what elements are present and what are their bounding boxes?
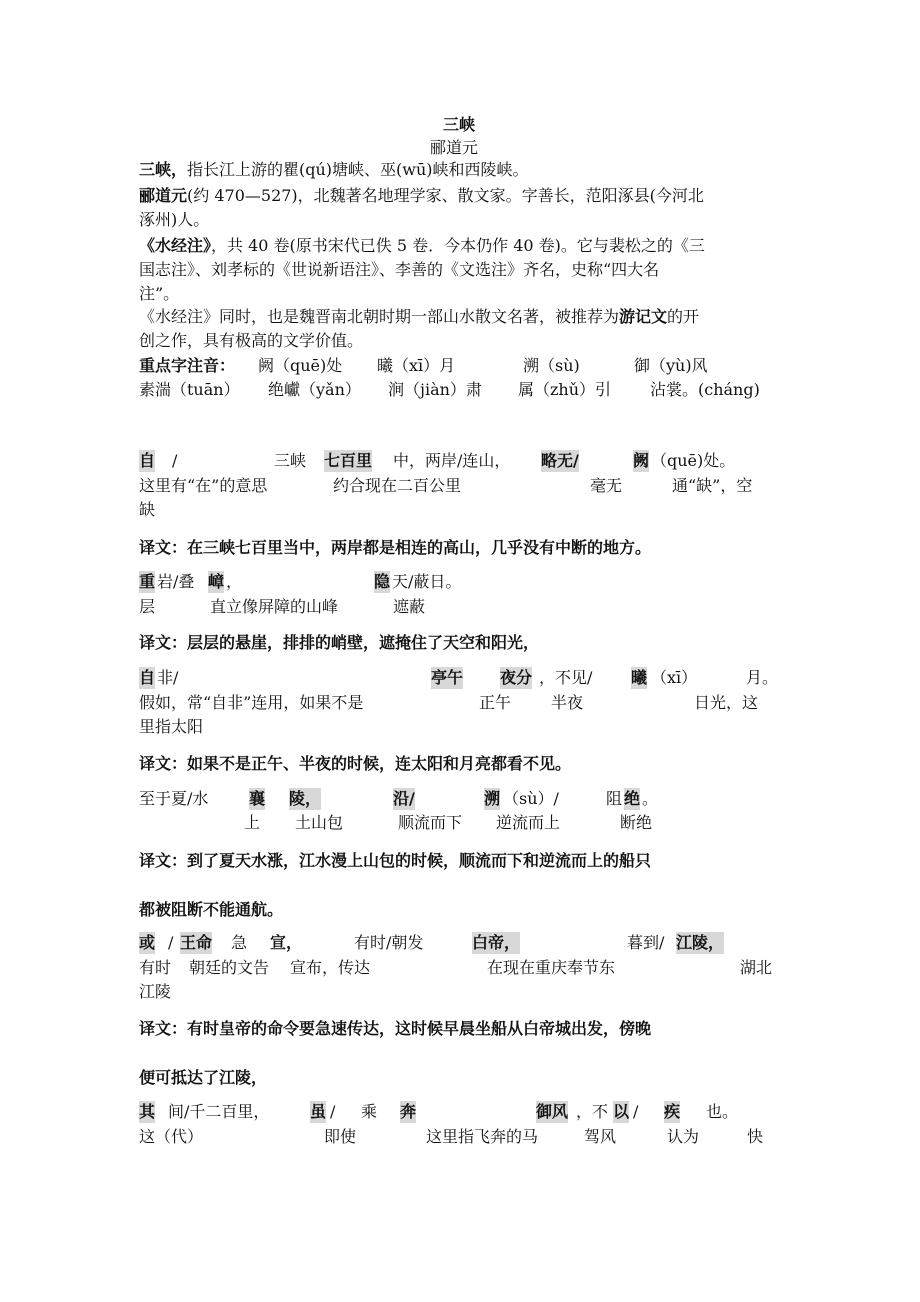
gloss: 上 (244, 813, 261, 832)
slash: / (168, 933, 174, 952)
text-segment: ， (226, 572, 243, 591)
intro-text: (约 470—527)，北魏著名地理学家、散文家。字善长，范阳涿县(今河北 (187, 186, 704, 205)
gloss: 通“缺”，空 (672, 476, 753, 495)
gloss: 断绝 (620, 813, 653, 832)
gloss: 顺流而下 (398, 813, 463, 832)
pron-item: 涧（jiàn）肃 (388, 380, 482, 399)
gloss: 朝廷的文告 (189, 958, 270, 977)
text-segment: 急 (231, 933, 248, 952)
pron-item: 属（zhǔ）引 (518, 380, 612, 399)
text-segment: 。 (642, 789, 659, 808)
gloss: 湖北 (740, 958, 773, 977)
key-word: 襄 (249, 789, 266, 808)
gloss: 里指太阳 (139, 717, 204, 736)
intro-term: 《水经注》 (139, 236, 212, 255)
gloss: 半夜 (551, 693, 584, 712)
gloss: 有时 (139, 958, 172, 977)
translation: 译文：如果不是正午、半夜的时候，连太阳和月亮都看不见。 (139, 754, 572, 773)
gloss: 假如，常“自非”连用，如果不是 (139, 693, 364, 712)
translation: 译文：有时皇帝的命令要急速传达，这时候早晨坐船从白帝城出发，傍晚 (139, 1019, 652, 1038)
gloss: 约合现在二百公里 (333, 476, 462, 495)
text-segment: 阻 (606, 789, 623, 808)
key-word: 沿/ (393, 789, 415, 808)
key-word: 曦 (631, 668, 648, 687)
key-word: 亭午 (431, 668, 464, 687)
gloss: 层 (139, 597, 156, 616)
pron-item: 溯（sù) (523, 356, 580, 375)
translation: 译文：在三峡七百里当中，两岸都是相连的高山，几乎没有中断的地方。 (139, 538, 652, 557)
text-segment: 暮到/ (627, 933, 665, 952)
gloss: 认为 (667, 1127, 700, 1146)
key-word: 其 (139, 1102, 156, 1121)
gloss: 毫无 (590, 476, 623, 495)
intro-line-1 (139, 159, 529, 181)
key-word: 七百里 (324, 451, 373, 470)
key-word: 自 (139, 451, 156, 470)
gloss: 驾风 (584, 1127, 617, 1146)
key-word: 溯 (484, 789, 501, 808)
intro-term: 郦道元 (139, 186, 188, 205)
key-word: 虽 (310, 1102, 327, 1121)
text-segment: 也。 (706, 1102, 739, 1121)
intro-bold: 游记文 (619, 307, 668, 326)
text-segment: 非/ (157, 668, 179, 687)
pron-item: 沾裳。(cháng) (650, 380, 760, 399)
gloss: 快 (747, 1127, 764, 1146)
key-word: 陵， (289, 789, 322, 808)
intro-text: 指长江上游的瞿(qú)塘峡、巫(wū)峡和西陵峡。 (187, 160, 529, 179)
intro-line-2 (139, 185, 704, 207)
text-segment: ，不 (576, 1102, 609, 1121)
intro-text: 《水经注》同时，也是魏晋南北朝时期一部山水散文名著，被推荐为 (139, 307, 620, 326)
key-word: 江陵， (676, 933, 725, 952)
pron-item: 素湍（tuān） (139, 380, 240, 399)
text-segment: 月。 (746, 668, 779, 687)
author: 郦道元 (430, 138, 479, 157)
key-word: 以 (613, 1102, 630, 1121)
text-segment: ，不见/ (539, 668, 593, 687)
gloss: 这（代） (139, 1127, 204, 1146)
gloss: 逆流而上 (496, 813, 561, 832)
text-segment: （quē)处。 (651, 451, 736, 470)
text-segment: 中，两岸/连山， (393, 451, 511, 470)
gloss: 这里有“在”的意思 (139, 476, 268, 495)
translation: 译文：层层的悬崖，排排的峭壁，遮掩住了天空和阳光， (139, 633, 540, 652)
translation: 都被阻断不能通航。 (139, 900, 284, 919)
slash: / (330, 1102, 336, 1121)
pron-label: 重点字注音： (139, 356, 236, 375)
pron-item: 曦（xī）月 (377, 356, 456, 375)
intro-line-3b: 国志注》、刘孝标的《世说新语注》、李善的《文选注》齐名，史称“四大名 (139, 260, 660, 279)
gloss: 即使 (324, 1127, 357, 1146)
gloss: 日光，这 (694, 693, 759, 712)
gloss: 这里指飞奔的马 (426, 1127, 539, 1146)
text-segment: 宣， (270, 933, 303, 952)
gloss: 遮蔽 (393, 597, 426, 616)
text-segment: 有时/朝发 (354, 933, 424, 952)
key-word: 略无/ (541, 451, 579, 470)
key-word: 夜分 (500, 668, 533, 687)
key-word: 或 (139, 933, 156, 952)
gloss: 宣布，传达 (290, 958, 371, 977)
intro-line-3c: 注”。 (139, 284, 180, 303)
text-segment: 三峡 (274, 451, 307, 470)
intro-text: ，共 40 卷(原书宋代已佚 5 卷．今本仍作 40 卷)。它与裴松之的《三 (211, 236, 705, 255)
key-word: 奔 (400, 1102, 417, 1121)
key-word: 绝 (624, 789, 641, 808)
intro-line-4 (139, 306, 699, 328)
key-word: 御风 (536, 1102, 569, 1121)
key-word: 嶂 (208, 572, 225, 591)
gloss: 江陵 (139, 982, 172, 1001)
pron-item: 绝巘（yǎn） (268, 380, 361, 399)
intro-line-2b: 涿州)人。 (139, 210, 210, 229)
gloss: 在现在重庆奉节东 (487, 958, 616, 977)
pron-item: 御（yù)风 (634, 356, 708, 375)
key-word: 白帝， (472, 933, 521, 952)
gloss: 直立像屏障的山峰 (210, 597, 339, 616)
key-word: 自 (139, 668, 156, 687)
text-segment: （xī） (651, 668, 698, 687)
intro-term: 三峡， (139, 160, 188, 179)
slash: / (633, 1102, 639, 1121)
text-segment: 乘 (361, 1102, 378, 1121)
gloss: 正午 (479, 693, 512, 712)
key-word: 疾 (664, 1102, 681, 1121)
intro-line-3 (139, 235, 705, 257)
key-word: 阙 (633, 451, 650, 470)
pron-item: 阙（quē)处 (258, 356, 343, 375)
intro-line-4c: 创之作，具有极高的文学价值。 (139, 331, 364, 350)
translation: 译文：到了夏天水涨，江水漫上山包的时候，顺流而下和逆流而上的船只 (139, 851, 652, 870)
gloss: 缺 (139, 500, 156, 519)
key-word: 重 (139, 572, 156, 591)
text-segment: 天/蔽日。 (392, 572, 462, 591)
text-segment: 至于夏/水 (139, 789, 209, 808)
text-segment: 岩/叠 (157, 572, 195, 591)
gloss: 土山包 (295, 813, 344, 832)
text-segment: （sù）/ (503, 789, 559, 808)
translation: 便可抵达了江陵， (139, 1068, 268, 1087)
slash: / (172, 451, 178, 470)
page-title: 三峡 (443, 115, 476, 134)
key-word: 隐 (374, 572, 391, 591)
key-word: 王命 (180, 933, 213, 952)
text-segment: 间/千二百里， (168, 1102, 270, 1121)
intro-text: 的开 (667, 307, 700, 326)
